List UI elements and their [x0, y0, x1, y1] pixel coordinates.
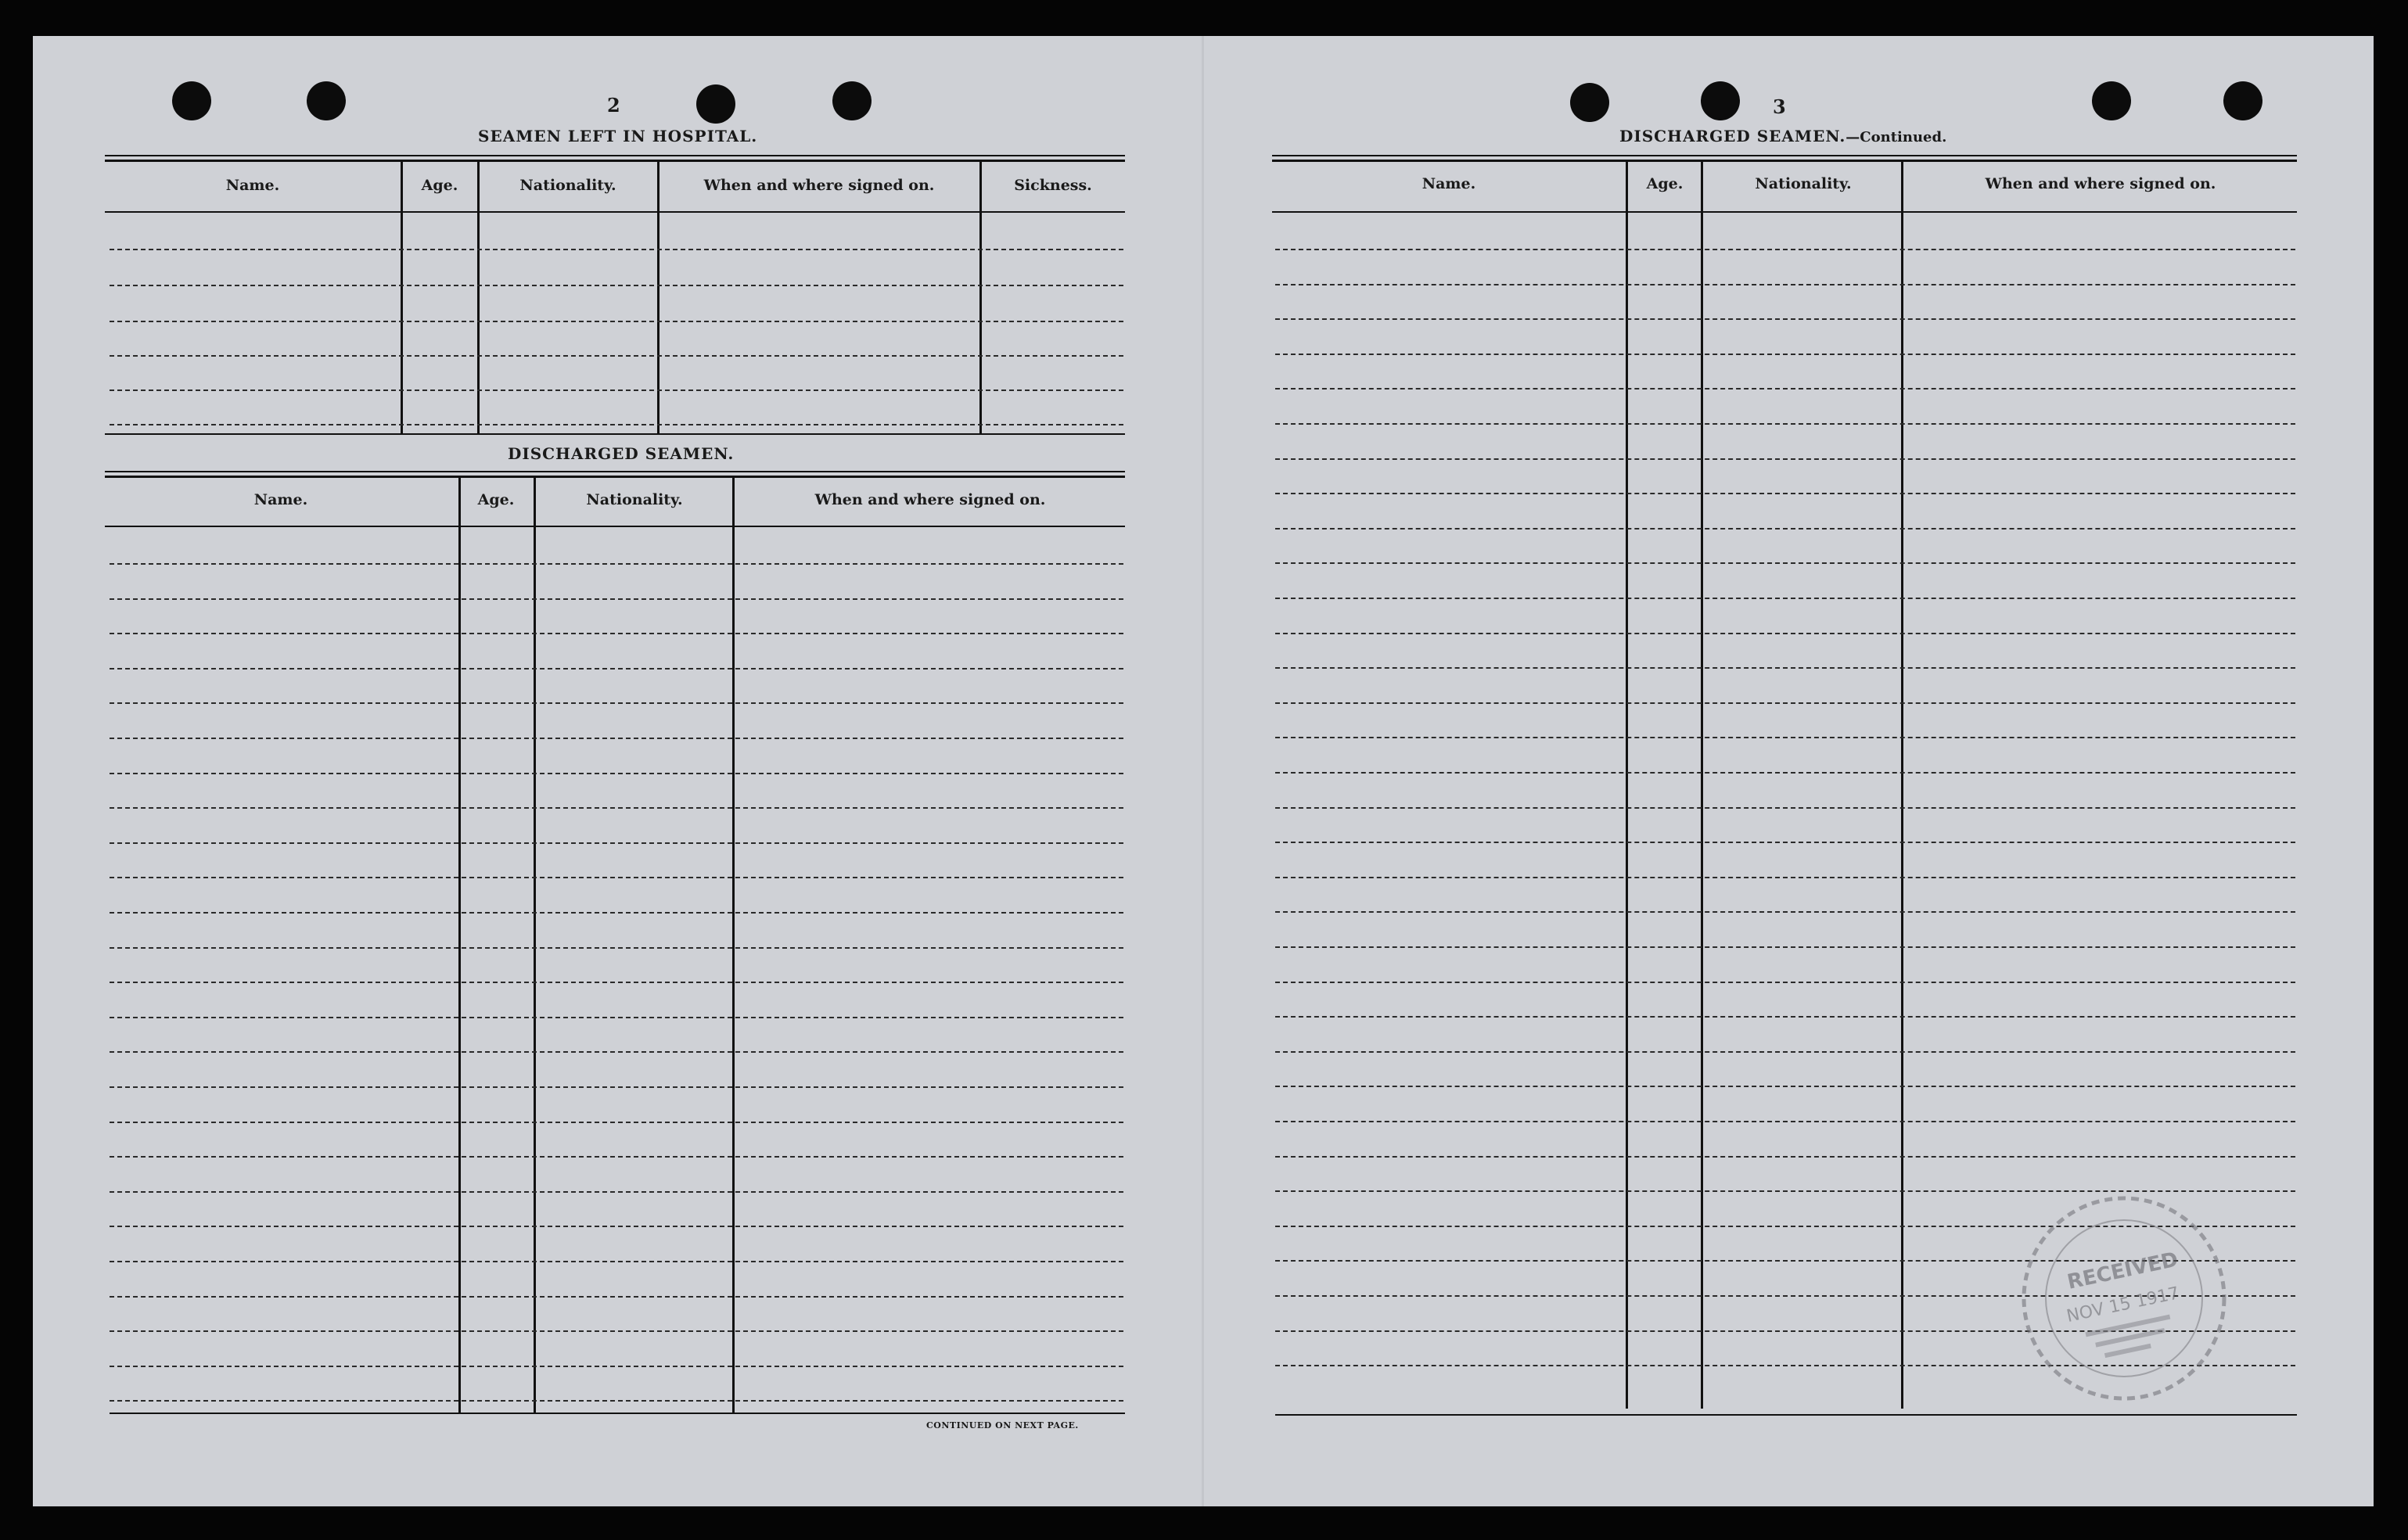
- entry-line: [110, 912, 1123, 914]
- punch-hole: [172, 81, 211, 120]
- punch-hole: [832, 81, 872, 120]
- right-section-title-cont: —Continued.: [1846, 129, 1947, 145]
- right-col-divider: [1701, 162, 1703, 1409]
- hospital-col-divider: [477, 162, 480, 433]
- entry-line: [110, 1261, 1123, 1262]
- entry-line: [1275, 1156, 2295, 1158]
- hospital-col-divider: [401, 162, 403, 433]
- hospital-section-title: SEAMEN LEFT IN HOSPITAL.: [478, 127, 758, 145]
- entry-line: [110, 1366, 1123, 1367]
- right-col-divider: [1901, 162, 1903, 1409]
- entry-line: [1275, 458, 2295, 460]
- received-stamp: [2011, 1185, 2237, 1412]
- punch-hole: [2223, 81, 2262, 120]
- right-col-divider: [1626, 162, 1628, 1409]
- right-section-title-main: DISCHARGED SEAMEN.: [1619, 127, 1846, 145]
- entry-line: [1275, 598, 2295, 599]
- entry-line: [110, 1086, 1123, 1088]
- entry-line: [110, 842, 1123, 844]
- entry-line: [110, 1330, 1123, 1332]
- entry-line: [1275, 842, 2295, 843]
- entry-line: [110, 1400, 1123, 1402]
- entry-line: [110, 982, 1123, 983]
- entry-line: [110, 668, 1123, 669]
- right-col-nationality: Nationality.: [1755, 175, 1852, 192]
- entry-line: [110, 877, 1123, 878]
- entry-line: [1275, 1016, 2295, 1018]
- entry-line: [110, 1122, 1123, 1123]
- right-bottom-rule: [1275, 1414, 2297, 1416]
- right-header-rule: [1272, 211, 2297, 213]
- entry-line: [1275, 284, 2295, 285]
- hospital-top-rule: [105, 160, 1125, 162]
- page-fold: [1202, 36, 1204, 1506]
- discharged-col-divider: [732, 478, 735, 1413]
- hospital-col-divider: [657, 162, 660, 433]
- punch-hole: [696, 84, 735, 124]
- discharged-top-rule: [105, 471, 1125, 472]
- discharged-col-name: Name.: [253, 491, 308, 508]
- entry-line: [1275, 877, 2295, 878]
- hospital-col-divider: [979, 162, 982, 433]
- discharged-col-nationality: Nationality.: [586, 491, 683, 508]
- discharged-section-title: DISCHARGED SEAMEN.: [508, 444, 735, 463]
- entry-line: [110, 807, 1123, 809]
- entry-line: [110, 633, 1123, 634]
- entry-line: [110, 598, 1123, 600]
- entry-line: [110, 947, 1123, 949]
- entry-line: [110, 389, 1123, 391]
- entry-line: [110, 285, 1123, 286]
- hospital-col-signed-on: When and where signed on.: [703, 177, 935, 194]
- right-top-rule: [1272, 160, 2297, 162]
- discharged-top-rule: [105, 476, 1125, 478]
- entry-line: [1275, 318, 2295, 320]
- discharged-col-age: Age.: [477, 491, 515, 508]
- right-col-name: Name.: [1421, 175, 1476, 192]
- entry-line: [110, 738, 1123, 739]
- discharged-col-signed-on: When and where signed on.: [814, 491, 1046, 508]
- entry-line: [1275, 946, 2295, 948]
- entry-line: [1275, 1051, 2295, 1053]
- punch-hole: [307, 81, 346, 120]
- entry-line: [1275, 772, 2295, 774]
- entry-line: [110, 1017, 1123, 1018]
- entry-line: [1275, 667, 2295, 669]
- hospital-col-nationality: Nationality.: [519, 177, 616, 194]
- entry-line: [1275, 562, 2295, 564]
- entry-line: [1275, 388, 2295, 389]
- discharged-col-divider: [458, 478, 461, 1413]
- discharged-col-divider: [534, 478, 536, 1413]
- entry-line: [110, 424, 1123, 425]
- entry-line: [1275, 1121, 2295, 1122]
- page-number-right: 3: [1773, 95, 1787, 118]
- right-section-title: [1619, 127, 1946, 145]
- right-col-age: Age.: [1646, 175, 1684, 192]
- hospital-col-name: Name.: [225, 177, 280, 194]
- hospital-col-sickness: Sickness.: [1014, 177, 1092, 194]
- right-col-signed-on: When and where signed on.: [1985, 175, 2216, 192]
- entry-line: [1275, 1086, 2295, 1087]
- entry-line: [110, 249, 1123, 250]
- right-top-rule: [1272, 155, 2297, 156]
- entry-line: [110, 773, 1123, 774]
- punch-hole: [1570, 83, 1609, 122]
- stamp-received-text: RECEIVED: [2065, 1247, 2180, 1294]
- entry-line: [1275, 249, 2295, 250]
- punch-hole: [2092, 81, 2131, 120]
- entry-line: [1275, 493, 2295, 494]
- punch-hole: [1701, 81, 1740, 120]
- entry-line: [1275, 423, 2295, 425]
- entry-line: [1275, 633, 2295, 634]
- entry-line: [110, 1296, 1123, 1298]
- entry-line: [110, 1226, 1123, 1227]
- entry-line: [1275, 737, 2295, 738]
- entry-line: [110, 321, 1123, 322]
- stamp-date-text: NOV 15 1917: [2065, 1283, 2181, 1327]
- entry-line: [110, 563, 1123, 565]
- hospital-header-rule: [105, 211, 1125, 213]
- entry-line: [1275, 807, 2295, 809]
- page-number-left: 2: [607, 94, 621, 117]
- entry-line: [110, 1156, 1123, 1158]
- hospital-bottom-rule: [105, 433, 1125, 435]
- entry-line: [1275, 982, 2295, 983]
- entry-line: [110, 702, 1123, 704]
- continued-note: CONTINUED ON NEXT PAGE.: [926, 1420, 1079, 1431]
- entry-line: [1275, 911, 2295, 913]
- entry-line: [1275, 702, 2295, 704]
- entry-line: [110, 1191, 1123, 1193]
- discharged-bottom-rule: [110, 1413, 1125, 1414]
- entry-line: [1275, 354, 2295, 355]
- entry-line: [1275, 528, 2295, 529]
- entry-line: [110, 355, 1123, 357]
- entry-line: [110, 1051, 1123, 1053]
- discharged-header-rule: [105, 526, 1125, 527]
- hospital-col-age: Age.: [421, 177, 458, 194]
- hospital-top-rule: [105, 155, 1125, 156]
